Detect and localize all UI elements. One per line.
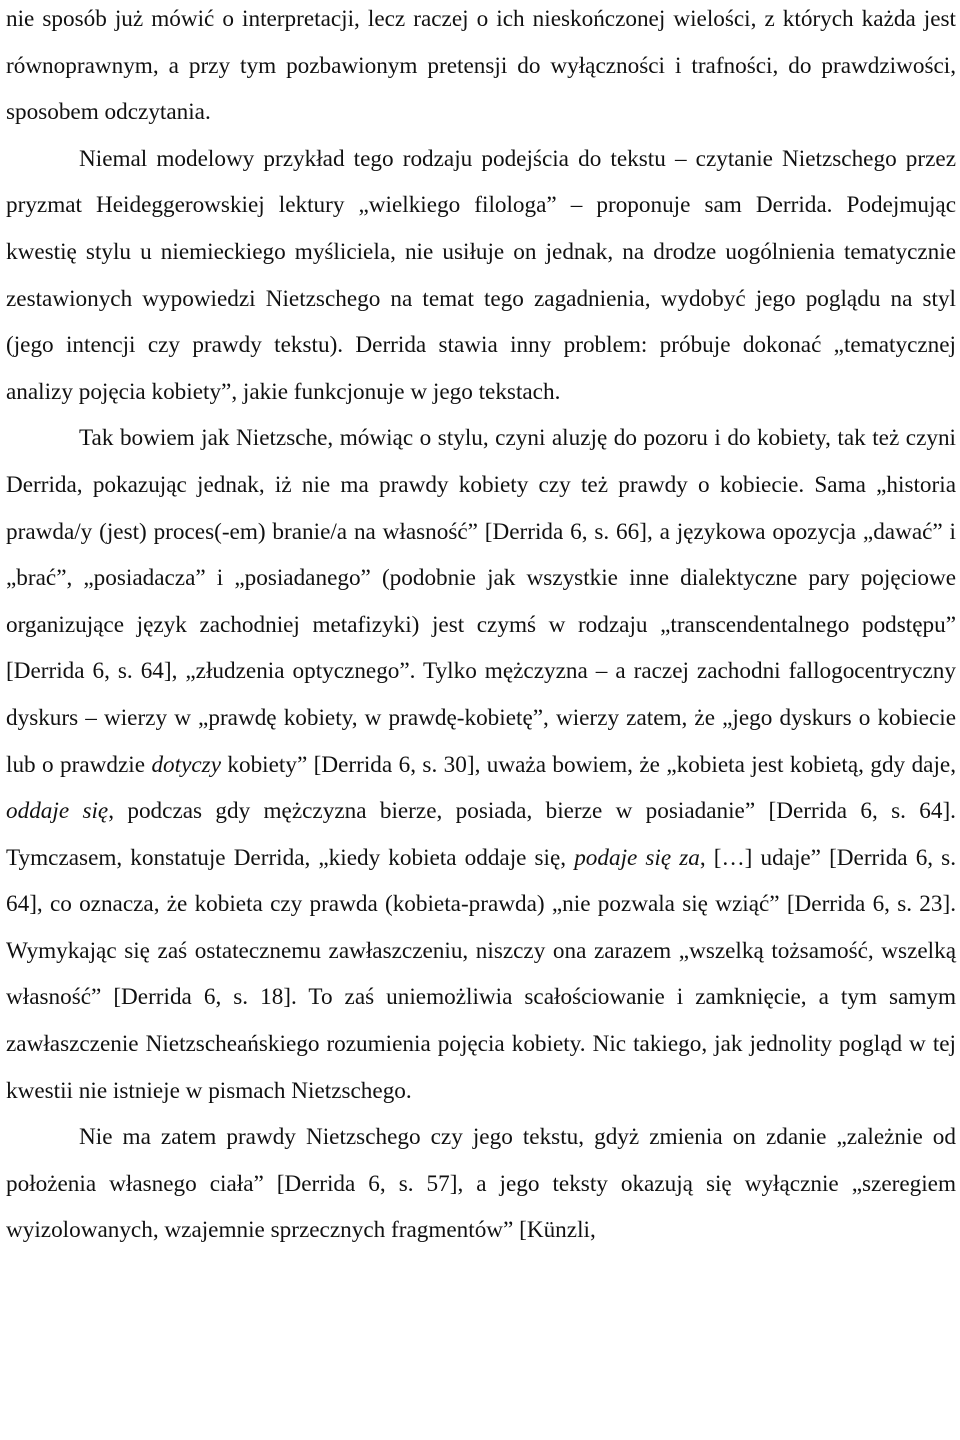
- paragraph-3-text-1: Tak bowiem jak Nietzsche, mówiąc o stylu, czyni aluzję do pozoru i do kobiety, tak też czyni Derrida, pokazując jednak, iż nie ma prawdy kobiety czy też prawdy o kobiecie. Sama „historia prawda/y (jest) proces(-em) branie/a na własność” [Derrida 6, s. 66], a językowa opozycja „dawać” i „brać”, „posiadacza” i „posiadanego” (podobnie jak wszystkie inne dialektyczne pary pojęciowe organizujące język zachodniej metafizyki) jest czymś w rodzaju „transcendentalnego podstępu” [Derrida 6, s. 64], „złudzenia optycznego”. Tylko mężczyzna – a raczej zachodni fallogocentryczny dyskurs – wierzy w „prawdę kobiety, w prawdę-kobietę”, wierzy zatem, że „jego dyskurs o kobiecie lub o prawdzie: [6, 425, 956, 778]
- paragraph-3-text-2: kobiety” [Derrida 6, s. 30], uważa bowiem, że „kobieta jest kobietą, gdy daje,: [220, 751, 956, 778]
- paragraph-1: [6, 0, 956, 136]
- paragraph-3: [6, 415, 956, 1114]
- paragraph-1-text: nie sposób już mówić o interpretacji, lecz raczej o ich nieskończonej wielości, z których każda jest równoprawnym, a przy tym pozbawionym pretensji do wyłączności i trafności, do prawdziwości, sposobem odczytania.: [6, 6, 956, 126]
- paragraph-4: [6, 1114, 956, 1254]
- paragraph-2: [6, 136, 956, 416]
- paragraph-2-text: Niemal modelowy przykład tego rodzaju podejścia do tekstu – czytanie Nietzschego przez pryzmat Heideggerowskiej lektury „wielkiego filologa” – proponuje sam Derrida. Podejmując kwestię stylu u niemieckiego myśliciela, nie usiłuje on jednak, na drodze uogólnienia tematycznie zestawionych wypowiedzi Nietzschego na temat tego zagadnienia, wydobyć jego poglądu na styl (jego intencji czy prawdy tekstu). Derrida stawia inny problem: próbuje dokonać „tematycznej analizy pojęcia kobiety”, jakie funkcjonuje w jego tekstach.: [6, 145, 956, 405]
- paragraph-3-italic-dotyczy: dotyczy: [151, 751, 221, 778]
- paragraph-3-italic-podaje-sie-za: podaje się za: [574, 844, 700, 871]
- paragraph-4-text: Nie ma zatem prawdy Nietzschego czy jego tekstu, gdyż zmienia on zdanie „zależnie od położenia własnego ciała” [Derrida 6, s. 57], a jego teksty okazują się wyłącznie „szeregiem wyizolowanych, wzajemnie sprzecznych fragmentów” [Künzli,: [6, 1124, 956, 1244]
- paragraph-3-text-4: , […] udaje” [Derrida 6, s. 64], co oznacza, że kobieta czy prawda (kobieta-prawda) „nie pozwala się wziąć” [Derrida 6, s. 23]. Wymykając się zaś ostatecznemu zawłaszczeniu, niszczy ona zarazem „wszelką tożsamość, wszelką własność” [Derrida 6, s. 18]. To zaś uniemożliwia scałościowanie i zamknięcie, a tym samym zawłaszczenie Nietzscheańskiego rozumienia pojęcia kobiety. Nic takiego, jak jednolity pogląd w tej kwestii nie istnieje w pismach Nietzschego.: [6, 844, 956, 1104]
- paragraph-3-text-3: , podczas gdy mężczyzna bierze, posiada, bierze w posiadanie” [Derrida 6, s. 64]. Tymczasem, konstatuje Derrida, „kiedy kobieta oddaje się,: [6, 798, 956, 871]
- paragraph-3-italic-oddaje-sie: oddaje się: [6, 798, 109, 825]
